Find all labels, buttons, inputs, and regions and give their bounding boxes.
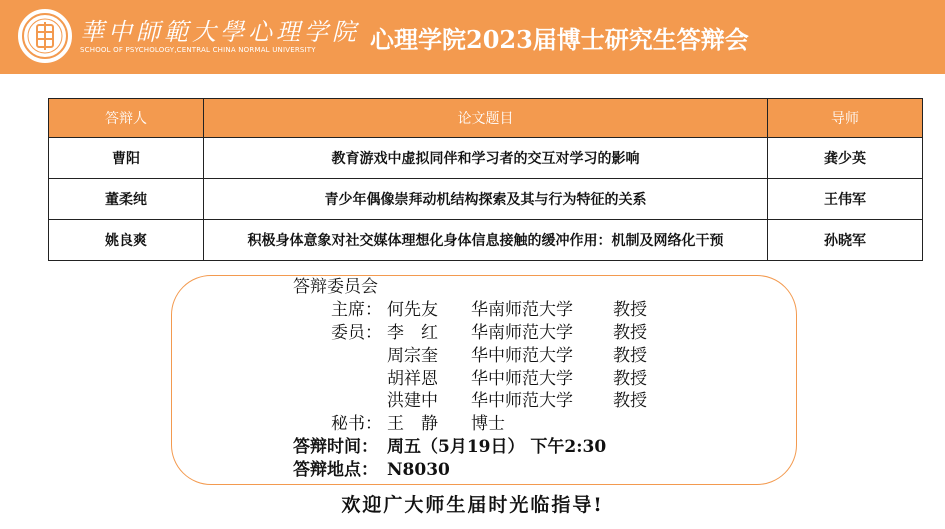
member-title: 教授 bbox=[613, 369, 647, 389]
member-name: 洪建中 bbox=[387, 391, 438, 411]
member-title: 教授 bbox=[613, 323, 647, 343]
defense-schedule-table bbox=[48, 98, 923, 261]
secretary-title: 博士 bbox=[471, 414, 505, 434]
advisor-name: 龚少英 bbox=[768, 138, 923, 179]
chair-name: 何先友 bbox=[387, 300, 438, 320]
chair-label: 主席： bbox=[331, 300, 382, 320]
time-label: 答辩时间： bbox=[293, 437, 378, 457]
column-header-topic: 论文题目 bbox=[204, 99, 768, 138]
thesis-topic: 积极身体意象对社交媒体理想化身体信息接触的缓冲作用：机制及网络化干预 bbox=[204, 220, 768, 261]
advisor-name: 孙晓军 bbox=[768, 220, 923, 261]
candidate-name: 曹阳 bbox=[49, 138, 204, 179]
candidate-name: 姚良爽 bbox=[49, 220, 204, 261]
welcome-message: 欢迎广大师生届时光临指导! bbox=[341, 494, 604, 516]
table-row bbox=[49, 138, 923, 179]
secretary-label: 秘书： bbox=[331, 414, 382, 434]
place-label: 答辩地点： bbox=[293, 460, 378, 480]
logo-english-name: SCHOOL OF PSYCHOLOGY,CENTRAL CHINA NORMAL UNIVERSITY bbox=[80, 46, 316, 54]
chair-title: 教授 bbox=[613, 300, 647, 320]
members-label: 委员： bbox=[331, 323, 382, 343]
university-logo-icon bbox=[18, 9, 72, 63]
table-row bbox=[49, 220, 923, 261]
member-org: 华中师范大学 bbox=[471, 369, 573, 389]
logo-chinese-name: 華中師範大學心理学院 bbox=[80, 18, 360, 46]
secretary-name: 王 静 bbox=[387, 414, 438, 434]
committee-heading: 答辩委员会 bbox=[293, 277, 378, 297]
member-name: 周宗奎 bbox=[387, 346, 438, 366]
table-header-row bbox=[49, 99, 923, 138]
column-header-candidate: 答辩人 bbox=[49, 99, 204, 138]
table-row bbox=[49, 179, 923, 220]
candidate-name: 董柔纯 bbox=[49, 179, 204, 220]
column-header-advisor: 导师 bbox=[768, 99, 923, 138]
defense-place: N8030 bbox=[387, 460, 450, 480]
thesis-topic: 青少年偶像崇拜动机结构探索及其与行为特征的关系 bbox=[204, 179, 768, 220]
member-title: 教授 bbox=[613, 346, 647, 366]
header-banner bbox=[0, 0, 945, 74]
chair-org: 华南师范大学 bbox=[471, 300, 573, 320]
member-org: 华南师范大学 bbox=[471, 323, 573, 343]
defense-time: 周五（5月19日） 下午2:30 bbox=[387, 437, 607, 457]
member-name: 胡祥恩 bbox=[387, 369, 438, 389]
page-title: 心理学院2023届博士研究生答辩会 bbox=[370, 25, 749, 54]
member-name: 李 红 bbox=[387, 323, 438, 343]
advisor-name: 王伟军 bbox=[768, 179, 923, 220]
thesis-topic: 教育游戏中虚拟同伴和学习者的交互对学习的影响 bbox=[204, 138, 768, 179]
member-org: 华中师范大学 bbox=[471, 391, 573, 411]
member-org: 华中师范大学 bbox=[471, 346, 573, 366]
member-title: 教授 bbox=[613, 391, 647, 411]
